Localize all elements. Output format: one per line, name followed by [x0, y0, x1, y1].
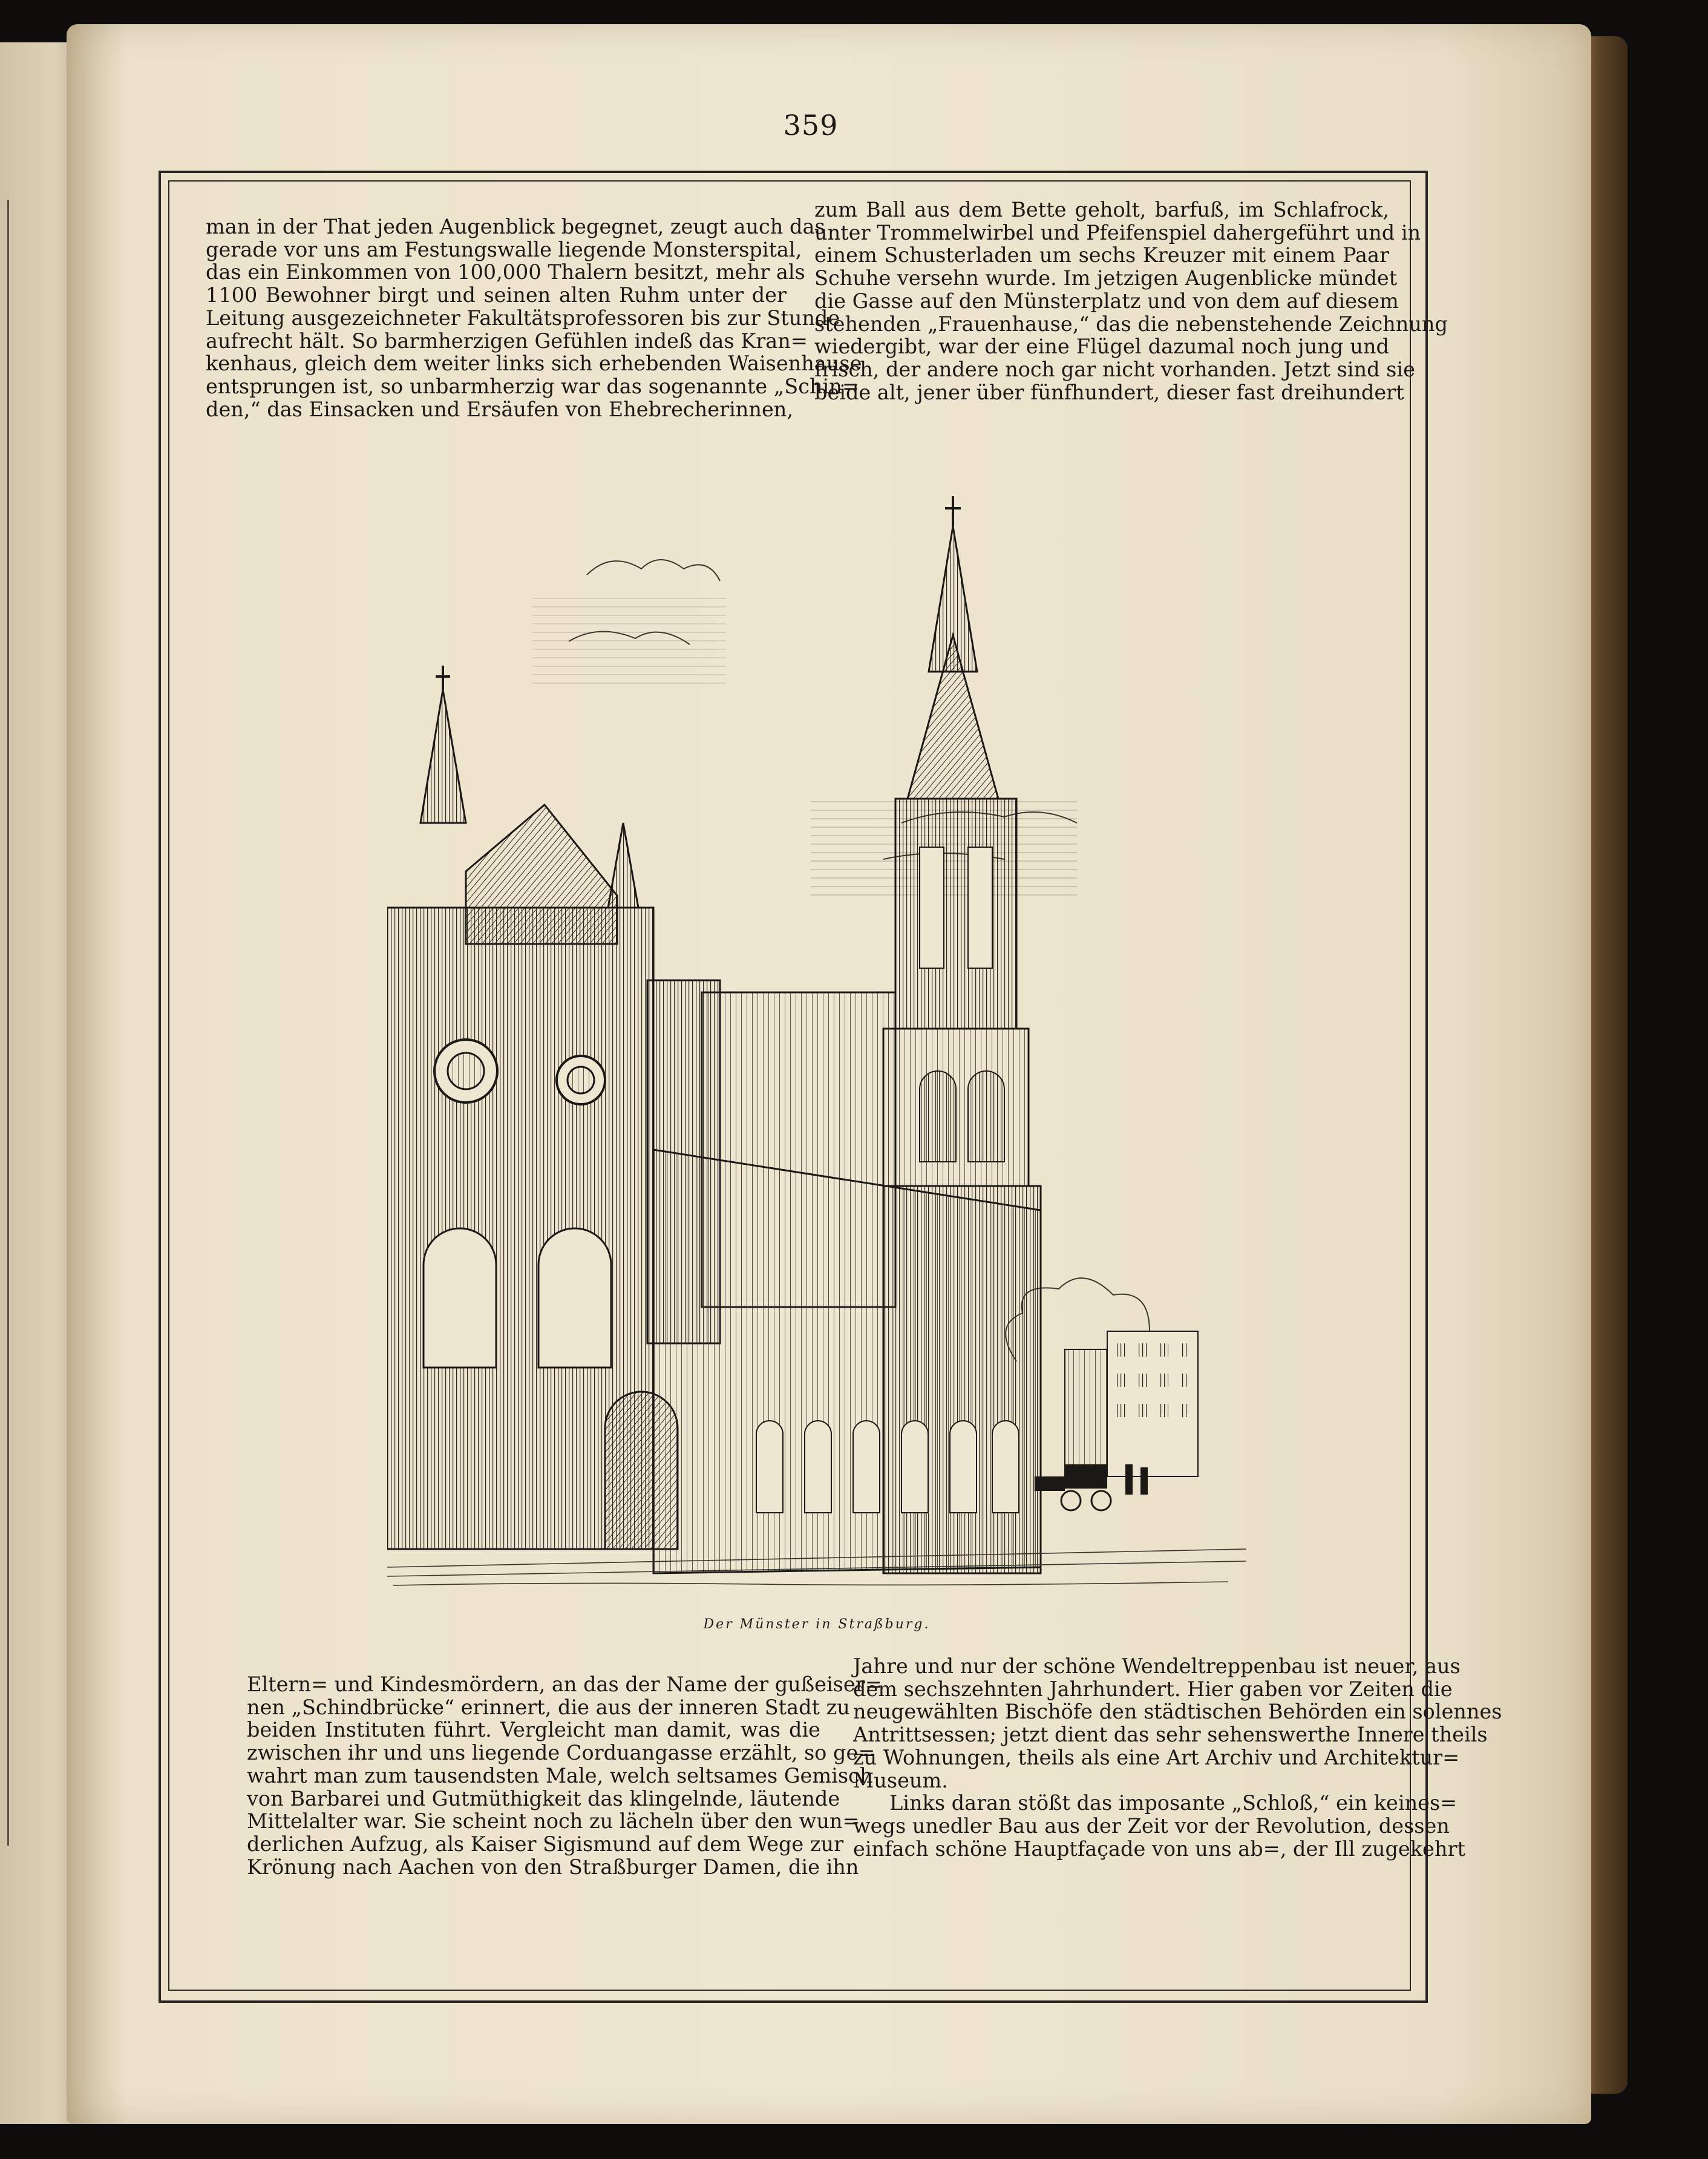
text-column-bottom-left [247, 1672, 882, 1879]
text-line: Krönung nach Aachen von den Straßburger Damen, die ihn [247, 1855, 859, 1879]
text-line: wegs unedler Bau aus der Zeit vor der Revolution, dessen [853, 1813, 1450, 1838]
text-line: frisch, der andere noch gar nicht vorhanden. Jetzt sind sie [814, 357, 1415, 381]
text-line: gerade vor uns am Festungswalle liegende Monsterspital, [206, 237, 802, 261]
text-line: beiden Instituten führt. Vergleicht man damit, was die [247, 1718, 820, 1742]
gable-facade [387, 666, 678, 1549]
left-page-rule [0, 200, 9, 1846]
text-column-bottom-right [853, 1654, 1502, 1861]
text-line: zu Wohnungen, theils als eine Art Archiv und Architektur= [853, 1745, 1460, 1769]
text-line: Eltern= und Kindesmördern, an das der Name der gußeiser= [247, 1672, 882, 1696]
text-line: Jahre und nur der schöne Wendeltreppenbau ist neuer, aus [853, 1654, 1461, 1678]
text-line: das ein Einkommen von 100,000 Thalern besitzt, mehr als [206, 260, 805, 284]
text-line: neugewählten Bischöfe den städtischen Behörden ein solennes [853, 1700, 1502, 1724]
text-line: Museum. [853, 1768, 948, 1792]
text-column-top-right [814, 198, 1448, 404]
text-line: kenhaus, gleich dem weiter links sich erhebenden Waisenhause [206, 352, 862, 376]
nave-side [653, 1150, 1041, 1573]
text-line: man in der That jeden Augenblick begegnet, zeugt auch das [206, 215, 825, 238]
text-line: dem sechszehnten Jahrhundert. Hier gaben vor Zeiten die [853, 1677, 1453, 1701]
text-column-top-left [206, 215, 862, 421]
page-number: 359 [783, 109, 839, 142]
text-line: 1100 Bewohner birgt und seinen alten Ruhm unter der [206, 283, 787, 307]
text-line: beide alt, jener über fünfhundert, dieser fast dreihundert [814, 380, 1404, 404]
text-line: nen „Schindbrücke“ erinnert, die aus der inneren Stadt zu [247, 1695, 850, 1719]
cathedral-illustration [387, 484, 1246, 1591]
text-line: wiedergibt, war der eine Flügel dazumal noch jung und [814, 335, 1389, 359]
text-line: die Gasse auf den Münsterplatz und von dem auf diesem [814, 289, 1399, 313]
text-line: entsprungen ist, so unbarmherzig war das sogenannte „Schin= [206, 374, 859, 398]
carriage [1035, 1464, 1148, 1510]
text-line: Schuhe versehn wurde. Im jetzigen Augenblicke mündet [814, 266, 1398, 290]
text-line: stehenden „Frauenhause,“ das die nebenstehende Zeichnung [814, 312, 1448, 336]
text-line: unter Trommelwirbel und Pfeifenspiel dahergeführt und in [814, 220, 1421, 244]
text-line: einfach schöne Hauptfaçade von uns ab=, der Ill zugekehrt [853, 1836, 1465, 1861]
text-line: Links daran stößt das imposante „Schloß,“ ein keines= [889, 1791, 1458, 1815]
text-line: wahrt man zum tausendsten Male, welch seltsames Gemisch [247, 1763, 873, 1787]
text-line: von Barbarei und Gutmüthigkeit das klingelnde, läutende [247, 1786, 840, 1810]
text-line: Leitung ausgezeichneter Fakultätsprofessoren bis zur Stunde [206, 306, 840, 330]
text-line: derlichen Aufzug, als Kaiser Sigismund auf dem Wege zur [247, 1832, 844, 1856]
illustration-caption: Der Münster in Straßburg. [703, 1617, 931, 1632]
text-line: den,“ das Einsacken und Ersäufen von Ehebrecherinnen, [206, 397, 793, 421]
text-line: Mittelalter war. Sie scheint noch zu lächeln über den wun= [247, 1809, 860, 1833]
spire-tower [883, 496, 1029, 1186]
text-line: einem Schusterladen um sechs Kreuzer mit einem Paar [814, 243, 1389, 267]
distant-houses [1065, 1331, 1198, 1476]
text-line: Antrittsessen; jetzt dient das sehr sehenswerthe Innere theils [853, 1723, 1488, 1747]
text-line: zwischen ihr und uns liegende Corduangasse erzählt, so ge= [247, 1741, 875, 1765]
text-line: zum Ball aus dem Bette geholt, barfuß, im Schlafrock, [814, 198, 1389, 221]
text-line: aufrecht hält. So barmherzigen Gefühlen indeß das Kran= [206, 329, 808, 353]
